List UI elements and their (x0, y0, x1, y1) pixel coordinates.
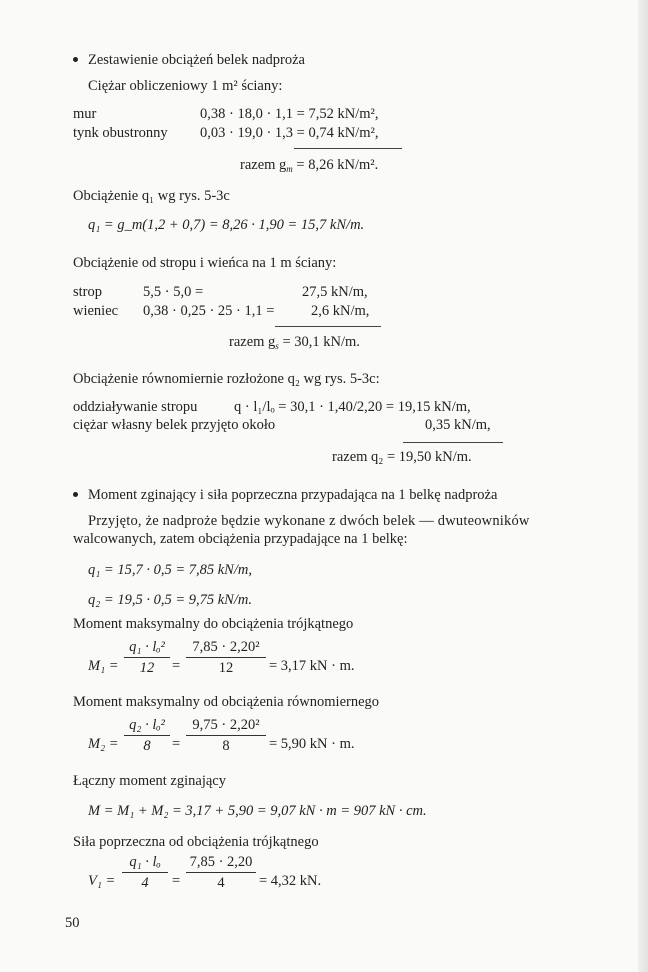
fraction-numerator: 7,85 · 2,20 (189, 854, 253, 870)
fraction-bar (124, 657, 170, 658)
row-calc: 0,38 · 0,25 · 25 · 1,1 = (143, 303, 275, 319)
fraction (186, 639, 266, 676)
text-line: Łączny moment zginający (73, 773, 226, 789)
row-calc: 5,5 · 5,0 = (143, 284, 204, 300)
fraction-bar (186, 735, 266, 736)
fraction-bar (186, 657, 266, 658)
equation: q₂ = 19,5 · 0,5 = 9,75 kN/m. (88, 592, 252, 608)
fraction-bar (122, 872, 168, 873)
fraction-bar (124, 735, 170, 736)
equation: q₁ = g_m(1,2 + 0,7) = 8,26 · 1,90 = 15,7 kN/m. (88, 217, 365, 233)
equals: = (172, 873, 181, 889)
equation-result: = 4,32 kN. (259, 873, 322, 889)
equation: M = M₁ + M₂ = 3,17 + 5,90 = 9,07 kN · m = 907 kN · cm. (88, 803, 427, 819)
fraction-denominator: 8 (222, 738, 230, 754)
equation-lhs: V₁ = (88, 873, 116, 889)
page-number: 50 (65, 915, 80, 931)
fraction (122, 854, 168, 891)
fraction-denominator: 12 (139, 660, 155, 676)
fraction-numerator: 7,85 · 2,20² (192, 639, 260, 655)
fraction (124, 639, 170, 676)
row-value: 0,35 kN/m, (425, 417, 491, 433)
text-line: Obciążenie równomiernie rozłożone q₂ wg rys. 5-3c: (73, 371, 380, 387)
row-label: oddziaływanie stropu (73, 399, 198, 415)
text-line: Obciążenie q₁ wg rys. 5-3c (73, 188, 230, 204)
fraction-numerator: 9,75 · 2,20² (192, 717, 260, 733)
bullet (73, 57, 78, 62)
bullet (73, 492, 78, 497)
sum-rule (403, 442, 503, 443)
text-line: walcowanych, zatem obciążenia przypadające na 1 belkę: (73, 531, 408, 547)
text-line: Moment maksymalny do obciążenia trójkątnego (73, 616, 354, 632)
row-label: wieniec (73, 303, 119, 319)
fraction-numerator: q₁ · lₒ (129, 854, 161, 870)
equation-lhs: M₁ = (88, 658, 119, 674)
equation-result: = 3,17 kN · m. (269, 658, 355, 674)
row-label: ciężar własny belek przyjęto około (73, 417, 276, 433)
row-label: strop (73, 284, 102, 300)
fraction-denominator: 12 (218, 660, 234, 676)
text-line: Obciążenie od stropu i wieńca na 1 m ściany: (73, 255, 337, 271)
text-line: Moment maksymalny od obciążenia równomiernego (73, 694, 380, 710)
fraction (186, 854, 256, 891)
sum-line: razem $g_s = 30,1$ kN/m. (229, 334, 360, 351)
equals: = (172, 658, 181, 674)
fraction-denominator: 8 (143, 738, 151, 754)
equals: = (172, 736, 181, 752)
text-line: Siła poprzeczna od obciążenia trójkątnego (73, 834, 319, 850)
fraction-numerator: q₁ · lₒ² (129, 639, 165, 655)
section-heading: Moment zginający i siła poprzeczna przypadająca na 1 belkę nadproża (88, 487, 498, 503)
fraction (124, 717, 170, 754)
fraction-numerator: q₂ · lₒ² (129, 717, 165, 733)
row-calc: 0,03 · 19,0 · 1,3 = 0,74 kN/m², (200, 125, 379, 141)
equation-lhs: M₂ = (88, 736, 119, 752)
row-calc: 0,38 · 18,0 · 1,1 = 7,52 kN/m², (200, 106, 379, 122)
section-heading: Zestawienie obciążeń belek nadproża (88, 52, 305, 68)
row-value: 27,5 kN/m, (302, 284, 368, 300)
sum-line: razem q₂ = 19,50 kN/m. (332, 449, 472, 465)
row-calc: q · l₁/lₒ = 30,1 · 1,40/2,20 = 19,15 kN/m, (234, 399, 471, 415)
sum-rule (275, 326, 381, 327)
sum-rule (294, 148, 402, 149)
row-label: tynk obustronny (73, 125, 168, 141)
fraction (186, 717, 266, 754)
fraction-bar (186, 872, 256, 873)
fraction-denominator: 4 (217, 875, 225, 891)
page-edge (638, 0, 648, 972)
equation: q₁ = 15,7 · 0,5 = 7,85 kN/m, (88, 562, 252, 578)
sum-line: razem $g_m = 8,26$ kN/m². (240, 157, 379, 174)
fraction-denominator: 4 (141, 875, 149, 891)
row-label: mur (73, 106, 97, 122)
text-line: Ciężar obliczeniowy 1 m² ściany: (88, 78, 283, 94)
equation-result: = 5,90 kN · m. (269, 736, 355, 752)
text-line: Przyjęto, że nadproże będzie wykonane z dwóch belek — dwuteowników (88, 513, 530, 529)
row-value: 2,6 kN/m, (311, 303, 370, 319)
